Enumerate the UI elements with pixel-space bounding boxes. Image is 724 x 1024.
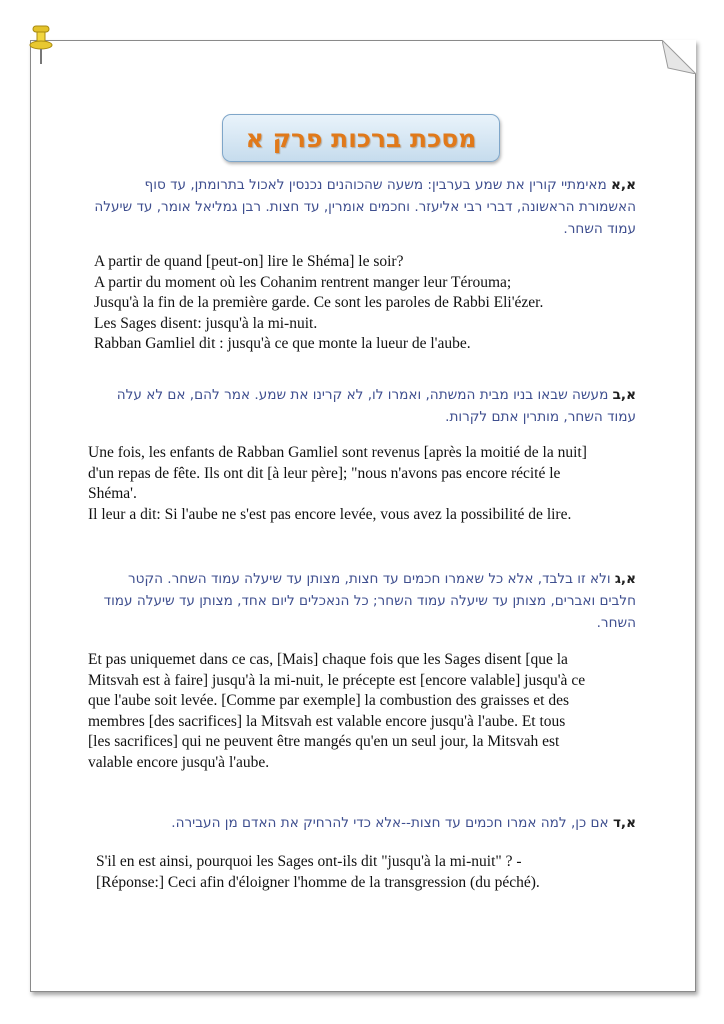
hebrew-paragraph-1 — [88, 174, 636, 240]
french-line: d'un repas de fête. Ils ont dit [à leur père]; "nous n'avons pas encore récité le — [88, 464, 561, 482]
mishna-label: א,ד — [612, 815, 636, 831]
hebrew-text: מעשה שבאו בניו מבית המשתה, ואמרו לו, לא קרינו את שמע. אמר להם, אם לא עלה עמוד השחר, מותרין אתם לקרות. — [116, 387, 636, 425]
french-line: valable encore jusqu'à l'aube. — [88, 753, 270, 771]
pushpin-icon — [28, 24, 54, 66]
french-paragraph-2 — [88, 443, 587, 525]
french-line: Et pas uniquemet dans ce cas, [Mais] chaque fois que les Sages disent [que la — [88, 651, 568, 668]
french-line: Il leur a dit: Si l'aube ne s'est pas encore levée, vous avez la possibilité de lire. — [88, 505, 572, 523]
french-line: Rabban Gamliel dit : jusqu'à ce que monte la lueur de l'aube. — [94, 335, 471, 352]
french-line: S'il en est ainsi, pourquoi les Sages ont-ils dit "jusqu'à la mi-nuit" ? - — [96, 853, 522, 870]
hebrew-paragraph-3 — [88, 568, 636, 634]
french-line: [les sacrifices] qui ne peuvent être mangés qu'en un seul jour, la Mitsvah est — [88, 733, 560, 750]
hebrew-text: ולא זו בלבד, אלא כל שאמרו חכמים עד חצות, מצותן עד שיעלה עמוד השחר. הקטר חלבים ואברים, מצותן עד שיעלה עמוד השחר; כל הנאכלים ליום אחד, מצותן עד שיעלה עמוד השחר. — [103, 571, 636, 631]
hebrew-text: מאימתיי קורין את שמע בערבין: משעה שהכוהנים נכנסין לאכול בתרומתן, עד סוף האשמורת הראשונה, דברי רבי אליעזר. וחכמים אומרין, עד חצות. רבן גמליאל אומר, עד שיעלה עמוד השחר. — [94, 177, 636, 237]
french-paragraph-3 — [88, 650, 585, 773]
page-title: מסכת ברכות פרק א — [245, 123, 477, 153]
french-line: A partir du moment où les Cohanim rentrent manger leur Térouma; — [94, 273, 512, 291]
title-banner — [222, 114, 500, 162]
french-line: Une fois, les enfants de Rabban Gamliel sont revenus [après la moitié de la nuit] — [88, 444, 587, 461]
french-line: A partir de quand [peut-on] lire le Shéma] le soir? — [94, 253, 404, 270]
mishna-label: א,ג — [614, 571, 636, 587]
french-paragraph-1 — [94, 252, 543, 355]
french-line: Mitsvah est à faire] jusqu'à la mi-nuit, le précepte est [encore valable] jusqu'à ce — [88, 671, 586, 689]
french-line: Les Sages disent: jusqu'à la mi-nuit. — [94, 314, 318, 332]
french-paragraph-4 — [96, 852, 540, 893]
french-line: que l'aube soit levée. [Comme par exemple] la combustion des graisses et des — [88, 692, 569, 709]
folded-corner-icon — [662, 40, 696, 74]
hebrew-paragraph-2 — [88, 384, 636, 428]
french-line: [Réponse:] Ceci afin d'éloigner l'homme de la transgression (du péché). — [96, 873, 540, 891]
mishna-label: א,ב — [612, 387, 636, 403]
hebrew-paragraph-4 — [88, 812, 636, 834]
french-line: Jusqu'à la fin de la première garde. Ce sont les paroles de Rabbi Eli'ézer. — [94, 294, 544, 311]
french-line: membres [des sacrifices] la Mitsvah est valable encore jusqu'à l'aube. Et tous — [88, 712, 566, 730]
hebrew-text: אם כן, למה אמרו חכמים עד חצות--אלא כדי להרחיק את האדם מן העבירה. — [171, 815, 609, 831]
mishna-label: א,א — [611, 177, 636, 193]
french-line: Shéma'. — [88, 485, 137, 502]
